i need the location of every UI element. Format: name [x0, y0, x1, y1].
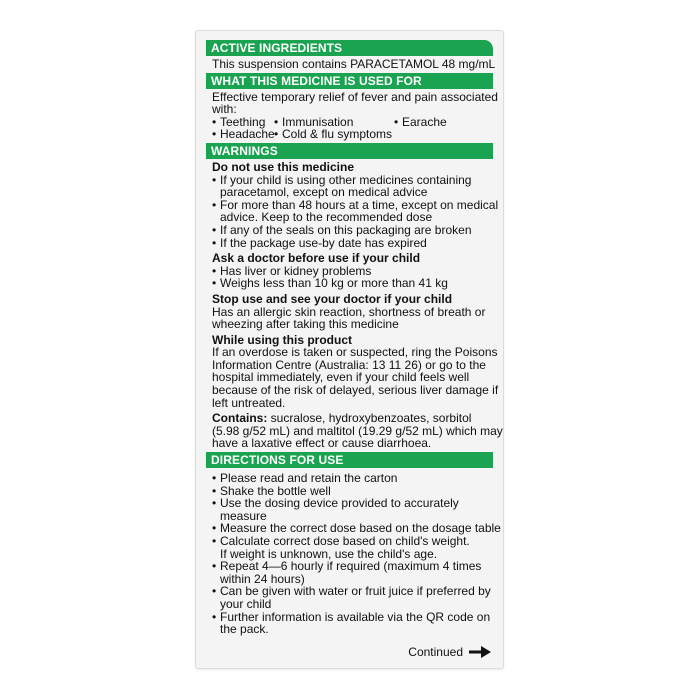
warning-item: • If your child is using other medicines containing: [212, 174, 493, 187]
medicine-label-panel: [195, 30, 504, 669]
ask-doctor-item: • Weighs less than 10 kg or more than 41 kg: [212, 277, 493, 290]
while-using-text: because of the risk of delayed, serious liver damage if: [212, 383, 499, 398]
direction-item-cont: the pack.: [220, 622, 269, 637]
uses-intro: Effective temporary relief of fever and pain associated: [212, 89, 498, 104]
active-ingredients-text: This suspension contains PARACETAMOL 48 mg/mL: [212, 57, 496, 71]
direction-item: • Measure the correct dose based on the dosage table: [212, 522, 493, 535]
contains-line2: (5.98 g/52 mL) and maltitol (19.29 g/52 mL) which may: [212, 423, 503, 438]
direction-item-cont: measure: [220, 508, 267, 523]
while-using-text: If an overdose is taken or suspected, ring the Poisons: [212, 345, 498, 360]
warning-item: • If the package use-by date has expired: [212, 237, 493, 250]
warning-item: • If any of the seals on this packaging are broken: [212, 224, 493, 237]
active-ingredients-section: [206, 56, 496, 73]
uses-intro-cont: with:: [212, 102, 237, 117]
use-item: • Immunisation: [274, 116, 394, 129]
ask-doctor-item: • Has liver or kidney problems: [212, 265, 493, 278]
directions-section: [206, 468, 501, 638]
do-not-use-title: Do not use this medicine: [212, 159, 355, 174]
uses-section: [206, 89, 498, 143]
direction-item: • Use the dosing device provided to accurately: [212, 497, 493, 510]
warnings-section: [206, 159, 503, 452]
right-arrow-icon: [469, 646, 491, 658]
warning-item-cont: paracetamol, except on medical advice: [220, 185, 428, 200]
while-using-title: While using this product: [212, 332, 352, 347]
stop-use-text: wheezing after taking this medicine: [212, 317, 399, 332]
contains-line3: have a laxative effect or cause diarrhoea.: [212, 436, 432, 451]
uses-list: [212, 116, 493, 141]
warning-item-cont: advice. Keep to the recommended dose: [220, 210, 433, 225]
use-item: • Teething: [212, 116, 274, 129]
direction-item: • Can be given with water or fruit juice if preferred by: [212, 585, 493, 598]
label-content: [206, 40, 503, 638]
while-using-text: Information Centre (Australia: 13 11 26) or go to the: [212, 357, 486, 372]
warning-item: • For more than 48 hours at a time, except on medical: [212, 199, 493, 212]
direction-item-cont: your child: [220, 596, 272, 611]
contains-text: [212, 412, 493, 425]
direction-item-cont: If weight is unknown, use the child's age.: [220, 546, 438, 561]
direction-item: • Calculate correct dose based on child's weight.: [212, 535, 493, 548]
stop-use-title: Stop use and see your doctor if your child: [212, 291, 453, 306]
uses-heading: WHAT THIS MEDICINE IS USED FOR: [206, 73, 493, 89]
continued-indicator: [408, 645, 491, 659]
contains-line1: sucralose, hydroxybenzoates, sorbitol: [267, 411, 472, 426]
use-item: • Cold & flu symptoms: [274, 128, 394, 141]
stop-use-text: Has an allergic skin reaction, shortness of breath or: [212, 304, 486, 319]
while-using-text: left untreated.: [212, 395, 286, 410]
contains-label: Contains:: [212, 411, 268, 426]
direction-item: • Please read and retain the carton: [212, 472, 493, 485]
while-using-text: hospital immediately, even if your child feels well: [212, 370, 470, 385]
direction-item-cont: within 24 hours): [220, 571, 305, 586]
continued-label: Continued: [408, 645, 463, 659]
use-item: • Earache: [394, 116, 494, 129]
ask-doctor-title: Ask a doctor before use if your child: [212, 251, 421, 266]
directions-heading: DIRECTIONS FOR USE: [206, 452, 493, 468]
direction-item: • Further information is available via the QR code on: [212, 611, 493, 624]
direction-item: • Shake the bottle well: [212, 485, 493, 498]
warnings-heading: WARNINGS: [206, 143, 493, 159]
active-ingredients-heading: ACTIVE INGREDIENTS: [206, 40, 493, 56]
direction-item: • Repeat 4—6 hourly if required (maximum 4 times: [212, 560, 493, 573]
use-item: • Headache: [212, 128, 274, 141]
